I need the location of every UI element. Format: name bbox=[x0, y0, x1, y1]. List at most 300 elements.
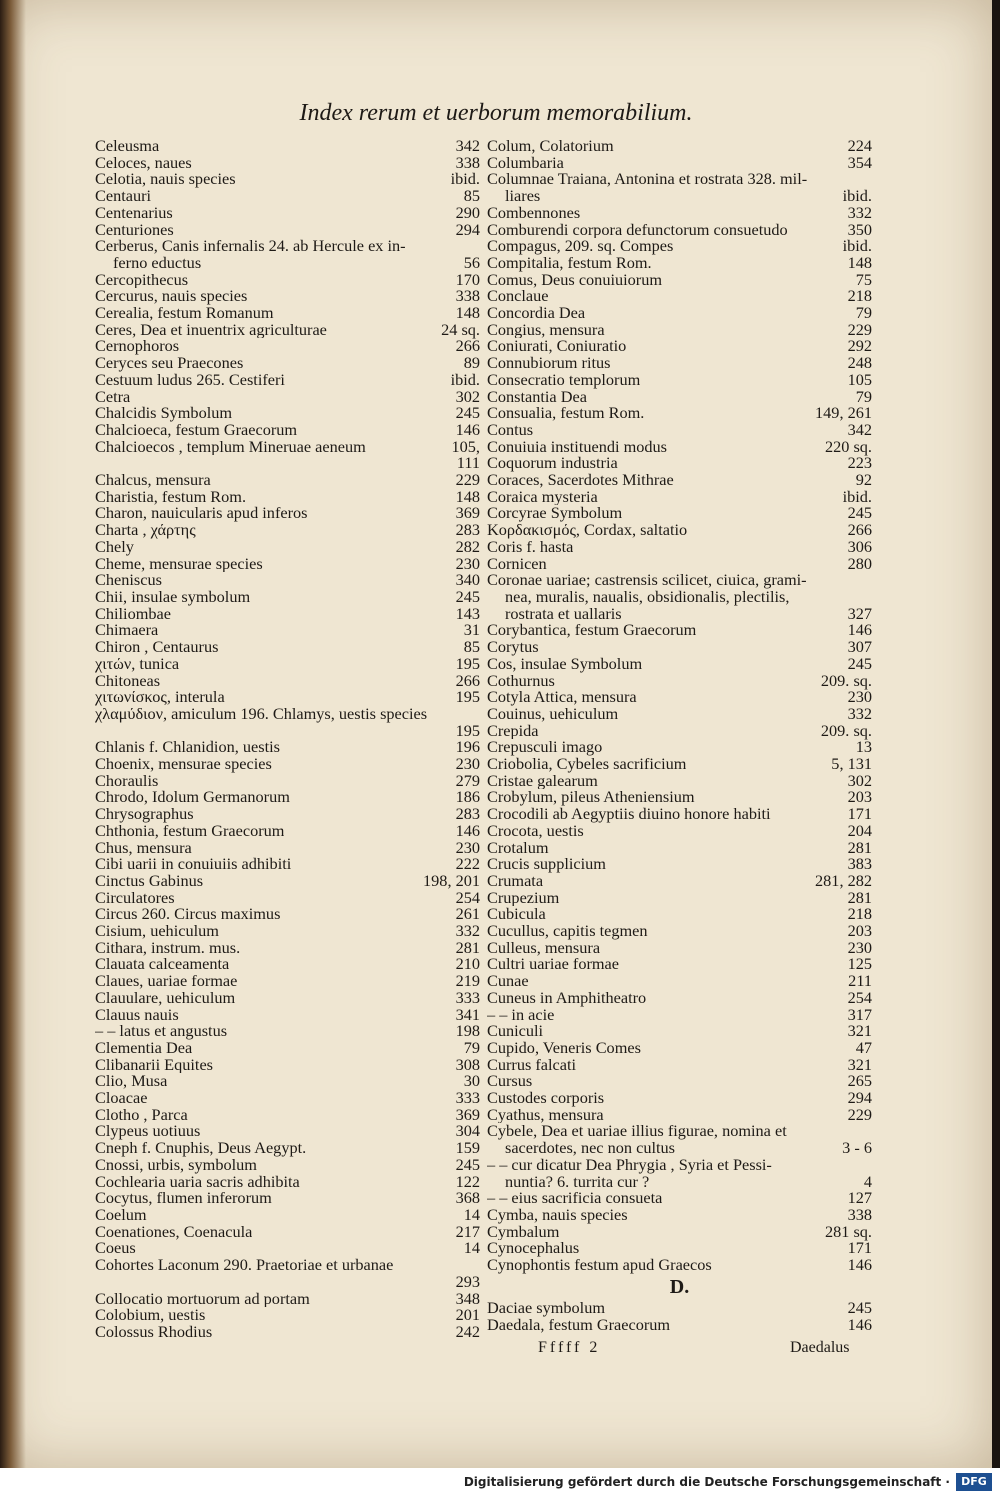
entry-page-ref: 369 bbox=[455, 1104, 480, 1124]
entry-term: Chalcus, mensura bbox=[95, 472, 211, 489]
index-entry bbox=[95, 238, 480, 255]
index-column-right bbox=[487, 138, 872, 1333]
index-entry bbox=[487, 653, 872, 673]
entry-term: Clauulare, uehiculum bbox=[95, 989, 236, 1007]
entry-term: Cos, insulae Symbolum bbox=[487, 655, 643, 673]
entry-page-ref: 198 bbox=[455, 1021, 480, 1041]
index-entry bbox=[487, 288, 872, 305]
entry-term: Columbaria bbox=[487, 154, 564, 172]
entry-term: Colossus Rhodius bbox=[95, 1323, 213, 1341]
index-entry bbox=[95, 653, 480, 673]
index-entry bbox=[95, 837, 480, 857]
index-entry bbox=[487, 689, 872, 706]
entry-term: Cerberus, Canis infernalis 24. ab Hercule ex in- bbox=[95, 238, 406, 255]
index-entry bbox=[487, 405, 872, 422]
index-entry bbox=[95, 436, 480, 456]
index-entry bbox=[487, 956, 872, 973]
entry-page-ref: 242 bbox=[455, 1321, 480, 1341]
index-entry-continuation bbox=[95, 252, 480, 272]
page-header: Index rerum et uerborum memorabilium. bbox=[299, 100, 693, 126]
entry-page-ref: 105, bbox=[451, 436, 480, 456]
entry-term: Cursus bbox=[487, 1073, 533, 1091]
index-entry bbox=[95, 1104, 480, 1124]
entry-term: nea, muralis, naualis, obsidionalis, plectilis, bbox=[505, 588, 790, 606]
index-entry-continuation bbox=[487, 589, 872, 606]
index-entry bbox=[487, 937, 872, 957]
index-entry bbox=[95, 706, 480, 723]
index-entry bbox=[95, 369, 480, 389]
index-entry bbox=[95, 1054, 480, 1074]
entry-page-ref: 254 bbox=[847, 987, 872, 1007]
index-entry bbox=[487, 1073, 872, 1090]
entry-term: – – latus et angustus bbox=[95, 1023, 228, 1040]
entry-page-ref: 290 bbox=[455, 202, 480, 222]
index-entry bbox=[487, 720, 872, 740]
entry-term: Cocytus, flumen inferorum bbox=[95, 1190, 272, 1207]
index-entry bbox=[487, 837, 872, 857]
entry-term: Corcyrae Symbolum bbox=[487, 505, 623, 523]
entry-term: ferno eductus bbox=[113, 254, 202, 272]
entry-term: Cynocephalus bbox=[487, 1240, 580, 1258]
index-entry bbox=[487, 319, 872, 339]
entry-term: Cynophontis festum apud Graecos bbox=[487, 1257, 712, 1274]
entry-term: Clypeus uotiuus bbox=[95, 1123, 201, 1141]
entry-page-ref: 321 bbox=[847, 1021, 872, 1041]
entry-term: Consecratio templorum bbox=[487, 371, 641, 389]
entry-page-ref: 266 bbox=[455, 336, 480, 356]
entry-page-ref: 198, 201 bbox=[423, 870, 480, 890]
entry-term: liares bbox=[505, 188, 541, 205]
index-entry bbox=[95, 789, 480, 806]
index-entry bbox=[95, 870, 480, 890]
index-entry bbox=[95, 386, 480, 406]
index-entry bbox=[487, 472, 872, 489]
entry-page-ref: 219 bbox=[455, 971, 480, 991]
index-entry bbox=[95, 987, 480, 1007]
entry-term: Couinus, uehiculum bbox=[487, 705, 619, 723]
index-entry bbox=[487, 1090, 872, 1107]
index-entry bbox=[95, 522, 480, 539]
entry-term: Chely bbox=[95, 538, 134, 556]
entry-page-ref: 341 bbox=[455, 1004, 480, 1024]
entry-page-ref: 245 bbox=[455, 1154, 480, 1174]
index-entry bbox=[95, 553, 480, 573]
entry-page-ref: ibid. bbox=[842, 486, 872, 506]
entry-term: Chalcidis Symbolum bbox=[95, 405, 233, 422]
index-entry bbox=[95, 419, 480, 439]
entry-page-ref: 245 bbox=[455, 403, 480, 423]
index-entry bbox=[95, 603, 480, 623]
entry-page-ref: 229 bbox=[847, 1104, 872, 1124]
entry-page-ref: 220 sq. bbox=[824, 436, 872, 456]
index-entry bbox=[95, 536, 480, 556]
entry-page-ref: 3 - 6 bbox=[842, 1138, 872, 1158]
index-entry bbox=[487, 622, 872, 639]
entry-term: Cerealia, festum Romanum bbox=[95, 305, 274, 322]
index-entry bbox=[95, 956, 480, 973]
entry-term: Comus, Deus conuiuiorum bbox=[487, 271, 663, 289]
entry-term: Cuniculi bbox=[487, 1023, 544, 1040]
entry-term: Cernophoros bbox=[95, 338, 180, 356]
index-entry bbox=[487, 987, 872, 1007]
entry-term: Coquorum industria bbox=[487, 455, 618, 473]
entry-term: Clotho , Parca bbox=[95, 1106, 188, 1124]
section-letter: D. bbox=[669, 1275, 690, 1298]
index-entry bbox=[487, 1297, 872, 1317]
entry-page-ref: 24 sq. bbox=[441, 319, 480, 339]
entry-page-ref: 229 bbox=[455, 470, 480, 490]
entry-term: Cunae bbox=[487, 973, 529, 990]
entry-page-ref: 195 bbox=[455, 720, 480, 740]
entry-term: Crobylum, pileus Atheniensium bbox=[487, 789, 695, 807]
entry-page-ref: 195 bbox=[455, 687, 480, 707]
entry-page-ref: 338 bbox=[455, 152, 480, 172]
entry-page-ref: 348 bbox=[455, 1288, 480, 1308]
entry-page-ref: 294 bbox=[847, 1088, 872, 1108]
entry-term: χιτών, tunica bbox=[95, 655, 180, 673]
entry-page-ref: 306 bbox=[847, 536, 872, 556]
entry-page-ref: 281 bbox=[455, 937, 480, 957]
entry-term: Cymbalum bbox=[487, 1223, 560, 1241]
entry-page-ref: 224 bbox=[847, 136, 872, 155]
entry-term: Coenationes, Coenacula bbox=[95, 1223, 253, 1241]
index-entry bbox=[95, 820, 480, 840]
entry-term: Daedala, festum Graecorum bbox=[487, 1316, 671, 1334]
entry-term: Cheniscus bbox=[95, 572, 162, 589]
entry-page-ref: 13 bbox=[855, 737, 872, 757]
entry-term: Cochlearia uaria sacris adhibita bbox=[95, 1173, 300, 1191]
entry-term: Clauus nauis bbox=[95, 1006, 179, 1024]
entry-term: rostrata et uallaris bbox=[505, 605, 622, 623]
digitization-footer bbox=[0, 1468, 1000, 1497]
entry-term: Coniurati, Coniuratio bbox=[487, 338, 627, 356]
index-entry bbox=[487, 670, 872, 690]
index-entry bbox=[95, 138, 480, 155]
index-entry bbox=[487, 870, 872, 890]
index-entry bbox=[95, 670, 480, 690]
entry-term: Clibanarii Equites bbox=[95, 1056, 214, 1074]
entry-page-ref: 266 bbox=[455, 670, 480, 690]
index-entry bbox=[95, 756, 480, 773]
entry-term: Crucis supplicium bbox=[487, 856, 606, 873]
entry-page-ref: 342 bbox=[455, 136, 480, 155]
entry-term: Chus, mensura bbox=[95, 839, 192, 857]
entry-term: Crocota, uestis bbox=[487, 822, 584, 840]
entry-term: Currus falcati bbox=[487, 1056, 577, 1074]
entry-term: Clio, Musa bbox=[95, 1073, 168, 1091]
entry-page-ref: 75 bbox=[855, 269, 872, 289]
entry-page-ref: 321 bbox=[847, 1054, 872, 1074]
entry-term: nuntia? 6. turrita cur ? bbox=[505, 1173, 650, 1191]
entry-page-ref: 230 bbox=[455, 553, 480, 573]
entry-page-ref: 170 bbox=[455, 269, 480, 289]
index-entry bbox=[95, 1288, 480, 1308]
entry-term: χλαμύδιον, amiculum 196. Chlamys, uestis species bbox=[95, 705, 428, 723]
entry-page-ref: 30 bbox=[463, 1071, 480, 1091]
entry-page-ref: 245 bbox=[455, 586, 480, 606]
entry-term: Cyathus, mensura bbox=[487, 1106, 604, 1124]
entry-term: Daciae symbolum bbox=[487, 1299, 606, 1317]
entry-term: Cornicen bbox=[487, 555, 547, 573]
index-column-left bbox=[95, 138, 480, 1341]
entry-term: Crumata bbox=[487, 872, 544, 890]
catchword: Daedalus bbox=[790, 1339, 850, 1356]
index-entry bbox=[487, 486, 872, 506]
entry-term: Cupido, Veneris Comes bbox=[487, 1039, 641, 1057]
entry-term: Celeusma bbox=[95, 138, 160, 155]
entry-page-ref: 333 bbox=[455, 1088, 480, 1108]
index-entry bbox=[95, 505, 480, 522]
entry-page-ref: ibid. bbox=[450, 369, 480, 389]
entry-page-ref: 209. sq. bbox=[820, 720, 872, 740]
index-entry bbox=[487, 305, 872, 322]
index-entry bbox=[487, 455, 872, 472]
entry-term: Claues, uariae formae bbox=[95, 973, 238, 990]
entry-page-ref: 89 bbox=[463, 353, 480, 373]
index-entry bbox=[487, 820, 872, 840]
entry-page-ref: 146 bbox=[455, 820, 480, 840]
entry-term: Chimaera bbox=[95, 622, 159, 640]
index-entry-continuation bbox=[487, 1140, 872, 1157]
entry-page-ref: 354 bbox=[847, 152, 872, 172]
entry-term: Constantia Dea bbox=[487, 388, 587, 406]
entry-term: – – in acie bbox=[487, 1006, 555, 1024]
index-entry bbox=[95, 572, 480, 589]
entry-term: Cultri uariae formae bbox=[487, 956, 619, 974]
entry-term: Clauata calceamenta bbox=[95, 956, 230, 974]
index-entry bbox=[487, 1314, 872, 1334]
entry-page-ref: 308 bbox=[455, 1054, 480, 1074]
index-entry bbox=[95, 288, 480, 305]
index-entry bbox=[487, 238, 872, 255]
entry-page-ref: 146 bbox=[847, 620, 872, 640]
index-entry bbox=[487, 923, 872, 940]
entry-term: Crocodili ab Aegyptiis diuino honore habiti bbox=[487, 806, 771, 823]
entry-term: Charta , χάρτης bbox=[95, 522, 196, 539]
index-entry bbox=[487, 536, 872, 556]
index-entry bbox=[487, 269, 872, 289]
entry-page-ref: 282 bbox=[455, 536, 480, 556]
entry-page-ref: 245 bbox=[847, 653, 872, 673]
index-entry bbox=[95, 1023, 480, 1040]
index-entry bbox=[95, 1004, 480, 1024]
entry-page-ref: 56 bbox=[463, 252, 480, 272]
entry-page-ref: 283 bbox=[455, 804, 480, 824]
entry-page-ref: 203 bbox=[847, 921, 872, 941]
entry-page-ref: 14 bbox=[463, 1238, 480, 1258]
entry-page-ref: 230 bbox=[847, 687, 872, 707]
index-entry bbox=[95, 622, 480, 639]
entry-term: Chalcioecos , templum Mineruae aeneum bbox=[95, 438, 366, 456]
entry-term: Circulatores bbox=[95, 889, 175, 907]
entry-term: Chiron , Centaurus bbox=[95, 639, 219, 656]
entry-page-ref: 92 bbox=[855, 470, 872, 490]
entry-term: Columnae Traiana, Antonina et rostrata 328. mil- bbox=[487, 171, 808, 189]
entry-term: Cetra bbox=[95, 388, 131, 406]
entry-term: Coraces, Sacerdotes Mithrae bbox=[487, 472, 674, 489]
entry-term: Chrysographus bbox=[95, 806, 194, 823]
entry-page-ref: 122 bbox=[455, 1171, 480, 1191]
index-entry bbox=[95, 937, 480, 957]
index-entry bbox=[95, 319, 480, 339]
entry-page-ref: 245 bbox=[847, 503, 872, 523]
entry-page-ref: 204 bbox=[847, 820, 872, 840]
index-entry bbox=[95, 219, 480, 239]
entry-term: Cercurus, nauis species bbox=[95, 288, 248, 306]
index-entry bbox=[95, 586, 480, 606]
entry-page-ref: ibid. bbox=[842, 186, 872, 206]
index-entry bbox=[95, 171, 480, 188]
entry-page-ref: 292 bbox=[847, 336, 872, 356]
index-entry bbox=[487, 1037, 872, 1057]
entry-term: Chalcioeca, festum Graecorum bbox=[95, 421, 298, 439]
entry-term: Cloacae bbox=[95, 1090, 148, 1107]
index-entry bbox=[487, 1221, 872, 1241]
entry-page-ref: ibid. bbox=[842, 236, 872, 256]
entry-page-ref: 211 bbox=[848, 971, 872, 991]
index-entry bbox=[487, 806, 872, 823]
entry-page-ref: 210 bbox=[455, 954, 480, 974]
index-entry bbox=[95, 1190, 480, 1207]
entry-term: Ceres, Dea et inuentrix agriculturae bbox=[95, 321, 327, 339]
entry-term: Cymba, nauis species bbox=[487, 1207, 628, 1224]
entry-term: Cristae galearum bbox=[487, 772, 598, 790]
index-entry-continuation bbox=[487, 188, 872, 205]
index-entry bbox=[95, 472, 480, 489]
index-entry bbox=[95, 355, 480, 372]
index-entry bbox=[487, 355, 872, 372]
entry-page-ref: 47 bbox=[855, 1037, 872, 1057]
entry-page-ref: 302 bbox=[455, 386, 480, 406]
entry-page-ref: 125 bbox=[847, 954, 872, 974]
index-entry bbox=[487, 338, 872, 355]
entry-term: Cotyla Attica, mensura bbox=[487, 689, 637, 706]
entry-term: Choraulis bbox=[95, 772, 159, 790]
entry-page-ref: 127 bbox=[847, 1188, 872, 1208]
entry-page-ref: 105 bbox=[847, 369, 872, 389]
binding-shadow bbox=[0, 0, 26, 1468]
index-entry-continuation bbox=[487, 603, 872, 623]
entry-page-ref: 146 bbox=[847, 1314, 872, 1334]
entry-term: Cibi uarii in conuiuiis adhibiti bbox=[95, 856, 292, 873]
index-entry bbox=[487, 1190, 872, 1207]
entry-page-ref: 265 bbox=[847, 1071, 872, 1091]
entry-term: Cithara, instrum. mus. bbox=[95, 939, 241, 957]
index-entry bbox=[487, 138, 872, 155]
index-entry bbox=[95, 973, 480, 990]
entry-page-ref: 304 bbox=[455, 1121, 480, 1141]
entry-page-ref: 171 bbox=[847, 1238, 872, 1258]
index-entry bbox=[487, 887, 872, 907]
entry-term: Coraica mysteria bbox=[487, 488, 598, 506]
index-entry bbox=[487, 906, 872, 923]
entry-page-ref: 218 bbox=[847, 904, 872, 924]
index-entry bbox=[95, 152, 480, 172]
entry-term: Chrodo, Idolum Germanorum bbox=[95, 789, 290, 807]
index-entry bbox=[95, 1171, 480, 1191]
index-entry bbox=[487, 1004, 872, 1024]
index-entry bbox=[95, 1073, 480, 1090]
index-entry bbox=[487, 522, 872, 539]
entry-page-ref: 248 bbox=[847, 353, 872, 373]
entry-page-ref: 149, 261 bbox=[815, 403, 872, 423]
entry-term: Conclaue bbox=[487, 288, 549, 306]
index-entry bbox=[487, 553, 872, 573]
entry-page-ref: 283 bbox=[455, 520, 480, 540]
entry-term: Custodes corporis bbox=[487, 1090, 605, 1107]
entry-term: Centauri bbox=[95, 188, 152, 205]
entry-page-ref: 79 bbox=[855, 386, 872, 406]
entry-term: Cuneus in Amphitheatro bbox=[487, 989, 647, 1007]
entry-term: Chitoneas bbox=[95, 672, 161, 690]
entry-term: χιτωνίσκος, interula bbox=[95, 689, 225, 706]
entry-term: Colobium, uestis bbox=[95, 1307, 206, 1324]
entry-term: Criobolia, Cybeles sacrificium bbox=[487, 756, 687, 773]
entry-term: Ceryces seu Praecones bbox=[95, 355, 244, 372]
entry-page-ref: 143 bbox=[455, 603, 480, 623]
entry-page-ref: 148 bbox=[847, 252, 872, 272]
entry-page-ref: 307 bbox=[847, 637, 872, 657]
entry-page-ref: 281, 282 bbox=[815, 870, 872, 890]
entry-page-ref: 85 bbox=[463, 637, 480, 657]
entry-page-ref: 14 bbox=[463, 1205, 480, 1224]
index-entry bbox=[487, 703, 872, 723]
entry-term: – – cur dicatur Dea Phrygia , Syria et Pessi- bbox=[487, 1156, 772, 1174]
entry-term: sacerdotes, nec non cultus bbox=[505, 1140, 675, 1157]
index-entry bbox=[95, 1140, 480, 1157]
index-entry bbox=[95, 1240, 480, 1257]
entry-term: Cybele, Dea et uariae illius figurae, nomina et bbox=[487, 1123, 787, 1141]
entry-term: Crupezium bbox=[487, 889, 560, 907]
entry-term: Congius, mensura bbox=[487, 321, 605, 339]
index-entry bbox=[95, 338, 480, 355]
entry-term: Combennones bbox=[487, 204, 581, 222]
index-entry bbox=[95, 405, 480, 422]
entry-page-ref: 327 bbox=[847, 603, 872, 623]
entry-page-ref: 201 bbox=[455, 1305, 480, 1325]
entry-page-ref: 261 bbox=[455, 904, 480, 924]
entry-page-ref: 196 bbox=[455, 737, 480, 757]
index-entry bbox=[487, 572, 872, 589]
entry-page-ref: 338 bbox=[455, 286, 480, 306]
index-entry bbox=[95, 1207, 480, 1224]
entry-term: Crepida bbox=[487, 722, 539, 740]
entry-page-ref: 333 bbox=[455, 987, 480, 1007]
index-entry bbox=[95, 305, 480, 322]
entry-term: Coelum bbox=[95, 1207, 147, 1224]
index-entry bbox=[487, 202, 872, 222]
entry-term: Chii, insulae symbolum bbox=[95, 588, 251, 606]
index-entry bbox=[487, 252, 872, 272]
signature-mark: Fffff 2 bbox=[538, 1339, 601, 1356]
entry-page-ref: 111 bbox=[456, 453, 480, 473]
entry-term: Compitalia, festum Rom. bbox=[487, 254, 652, 272]
index-entry bbox=[487, 789, 872, 806]
entry-term: Compagus, 209. sq. Compes bbox=[487, 238, 674, 255]
entry-term: Conuiuia instituendi modus bbox=[487, 438, 668, 456]
entry-page-ref: 245 bbox=[847, 1297, 872, 1317]
index-entry bbox=[487, 436, 872, 456]
index-entry bbox=[95, 770, 480, 790]
entry-page-ref: 279 bbox=[455, 770, 480, 790]
index-entry bbox=[487, 770, 872, 790]
entry-term: Crepusculi imago bbox=[487, 739, 603, 757]
entry-page-ref: 171 bbox=[847, 804, 872, 824]
entry-page-ref: 31 bbox=[463, 620, 480, 640]
dfg-logo: DFG bbox=[956, 1473, 992, 1491]
entry-term: Cneph f. Cnuphis, Deus Aegypt. bbox=[95, 1140, 307, 1157]
entry-page-ref: 302 bbox=[847, 770, 872, 790]
